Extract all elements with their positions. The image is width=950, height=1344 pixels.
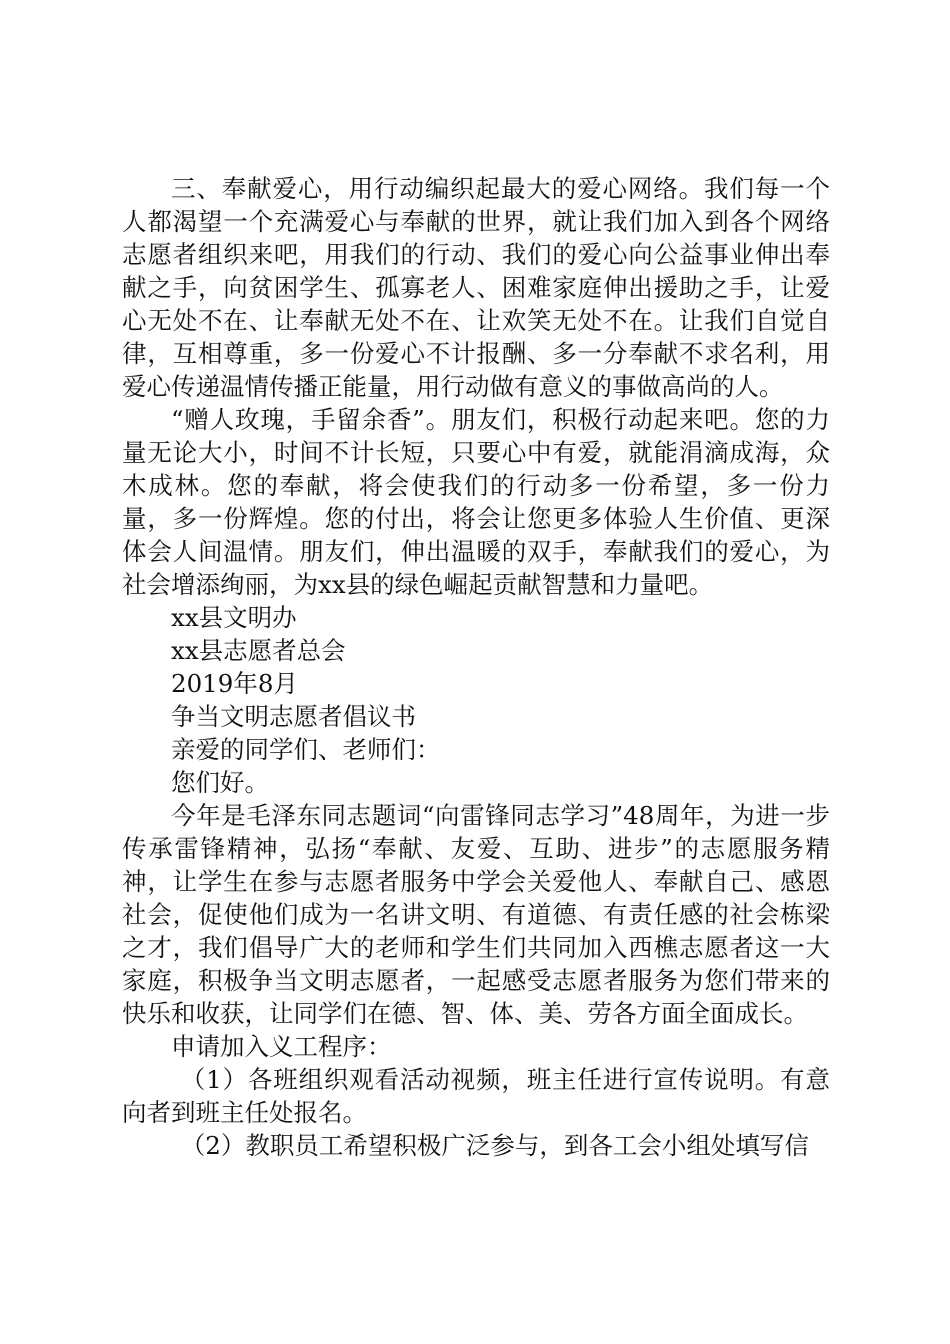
paragraph-proposal-body: 今年是毛泽东同志题词“向雷锋同志学习”48周年，为进一步传承雷锋精神，弘扬“奉献、友爱、互助、进步”的志愿服务精神，让学生在参与志愿者服务中学会关爱他人、奉献自己、感恩社会，促使他们成为一名讲文明、有道德、有责任感的社会栋梁之才，我们倡导广大的老师和学生们共同加入西樵志愿者这一大家庭，积极争当文明志愿者，一起感受志愿者服务为您们带来的快乐和收获，让同学们在德、智、体、美、劳各方面全面成长。 xyxy=(122,801,830,1028)
greeting: 您们好。 xyxy=(171,768,269,797)
procedure-step-2: （2）教职员工希望积极广泛参与，到各工会小组处填写信 xyxy=(180,1131,809,1160)
proposal-title: 争当文明志愿者倡议书 xyxy=(171,702,416,731)
paragraph-dedication: 三、奉献爱心，用行动编织起最大的爱心网络。我们每一个人都渴望一个充满爱心与奉献的世界，就让我们加入到各个网络志愿者组织来吧，用我们的行动、我们的爱心向公益事业伸出奉献之手，向贫困学生、孤寡老人、困难家庭伸出援助之手，让爱心无处不在、让奉献无处不在、让欢笑无处不在。让我们自觉自律，互相尊重，多一份爱心不计报酬、多一分奉献不求名利，用爱心传递温情传播正能量，用行动做有意义的事做高尚的人。 xyxy=(122,174,830,401)
signature-civilization-office: xx县文明办 xyxy=(171,603,297,632)
signature-volunteer-association: xx县志愿者总会 xyxy=(171,636,346,665)
paragraph-call-to-action: “赠人玫瑰，手留余香”。朋友们，积极行动起来吧。您的力量无论大小，时间不计长短，只要心中有爱，就能涓滴成海，众木成林。您的奉献，将会使我们的行动多一份希望，多一份力量，多一份辉煌。您的付出，将会让您更多体验人生价值、更深体会人间温情。朋友们，伸出温暖的双手，奉献我们的爱心，为社会增添绚丽，为xx县的绿色崛起贡献智慧和力量吧。 xyxy=(122,405,830,599)
procedure-heading: 申请加入义工程序： xyxy=(171,1032,392,1061)
procedure-step-1: （1）各班组织观看活动视频，班主任进行宣传说明。有意向者到班主任处报名。 xyxy=(122,1065,830,1127)
document-page xyxy=(122,172,830,1162)
salutation: 亲爱的同学们、老师们： xyxy=(171,735,441,764)
signature-date: 2019年8月 xyxy=(171,669,298,698)
